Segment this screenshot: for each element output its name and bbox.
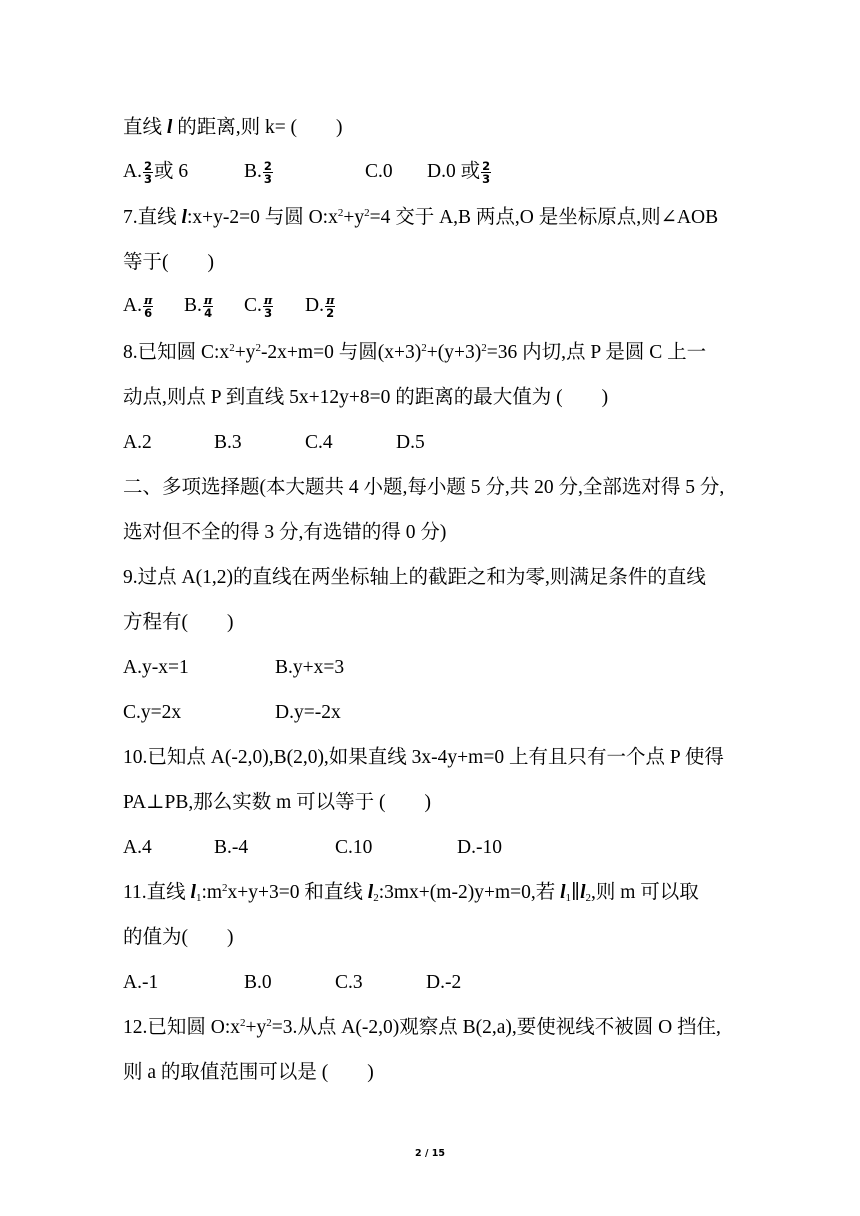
- q11-option-c: C.3: [335, 972, 363, 993]
- q7-option-d-fraction: $\frac{\pi}{2}$: [325, 293, 335, 321]
- q7-option-b: B. $\frac{\pi}{4}$: [184, 293, 213, 321]
- q6-option-c: C.0: [365, 161, 393, 182]
- q7-option-c-fraction: $\frac{\pi}{3}$: [263, 293, 273, 321]
- q10-option-d: D.-10: [457, 837, 502, 858]
- q7-option-d: D. $\frac{\pi}{2}$: [305, 293, 335, 321]
- q6-stem-end: 直线 l 的距离,则 k= ( ): [123, 117, 343, 138]
- q10-option-a: A.4: [123, 837, 152, 858]
- q6-option-a: A. $\frac{2}{3}$ 或 6: [123, 159, 189, 187]
- q12-stem-line-2: 则 a 的取值范围可以是 ( ): [123, 1062, 374, 1083]
- q8-stem-line-1: 8.已知圆 $C:x^2+y^2-2x+m=0$ 与圆$(x+3)^2+(y+3)^2=36$ 内切,点 P 是圆 C 上一: [123, 342, 707, 363]
- q10-stem-line-1: 10.已知点 A(-2,0),B(2,0),如果直线 3x-4y+m=0 上有且只有一个点 P 使得: [123, 747, 724, 768]
- q7-option-c: C. $\frac{\pi}{3}$: [244, 293, 273, 321]
- q10-option-b: B.-4: [214, 837, 249, 858]
- q10-stem-line-2: PA⊥PB,那么实数 m 可以等于 ( ): [123, 792, 431, 813]
- q8-option-b: B.3: [214, 432, 242, 453]
- q7-stem-line-1: 7.直线 l:x+y-2=0 与圆 $O:x^2+y^2=4$ 交于 A,B 两点,O 是坐标原点,则∠AOB: [123, 207, 719, 228]
- q11-stem-line-1: 11.直线 $l_1:m^2x+y+3=0$ 和直线 $l_2:3mx+(m-2)y+m=0$,若 $l_1\parallel l_2$,则 m 可以取: [123, 882, 699, 904]
- q7-option-a-fraction: $\frac{\pi}{6}$: [143, 293, 153, 321]
- q9-option-b: B.y+x=3: [275, 657, 345, 678]
- q8-option-d: D.5: [396, 432, 425, 453]
- q7-option-a: A. $\frac{\pi}{6}$: [123, 293, 153, 321]
- section-2-heading-line-1: 二、多项选择题(本大题共 4 小题,每小题 5 分,共 20 分,全部选对得 5 分,: [123, 477, 725, 498]
- q11-option-a: A.-1: [123, 972, 159, 993]
- q9-stem-line-2: 方程有( ): [123, 612, 234, 633]
- q9-stem-line-1: 9.过点 A(1,2)的直线在两坐标轴上的截距之和为零,则满足条件的直线: [123, 567, 706, 588]
- q6-option-a-fraction: $\frac{2}{3}$: [143, 159, 152, 187]
- q10-option-c: C.10: [335, 837, 373, 858]
- q9-option-a: A.y-x=1: [123, 657, 189, 678]
- q7-stem-line-2: 等于( ): [123, 252, 214, 273]
- q11-stem-line-2: 的值为( ): [123, 927, 234, 948]
- q9-option-d: D.y=-2x: [275, 702, 341, 723]
- q12-stem-line-1: 12.已知圆 $O:x^2+y^2=3$.从点 A(-2,0)观察点 B(2,a),要使视线不被圆 O 挡住,: [123, 1017, 721, 1038]
- q11-option-d: D.-2: [426, 972, 462, 993]
- q8-stem-line-2: 动点,则点 P 到直线 5x+12y+8=0 的距离的最大值为 ( ): [123, 387, 609, 408]
- q8-option-a: A.2: [123, 432, 152, 453]
- q6-option-d: D.0 或 $\frac{2}{3}$: [427, 159, 491, 187]
- q7-option-b-fraction: $\frac{\pi}{4}$: [203, 293, 213, 321]
- q6-option-b-fraction: $\frac{2}{3}$: [263, 159, 272, 187]
- q9-option-c: C.y=2x: [123, 702, 182, 723]
- page-number: 2 / 15: [415, 1148, 445, 1159]
- q8-option-c: C.4: [305, 432, 333, 453]
- section-2-heading-line-2: 选对但不全的得 3 分,有选错的得 0 分): [123, 522, 447, 543]
- q6-option-b: B. $\frac{2}{3}$: [244, 159, 272, 187]
- q11-option-b: B.0: [244, 972, 272, 993]
- q6-option-d-fraction: $\frac{2}{3}$: [482, 159, 491, 187]
